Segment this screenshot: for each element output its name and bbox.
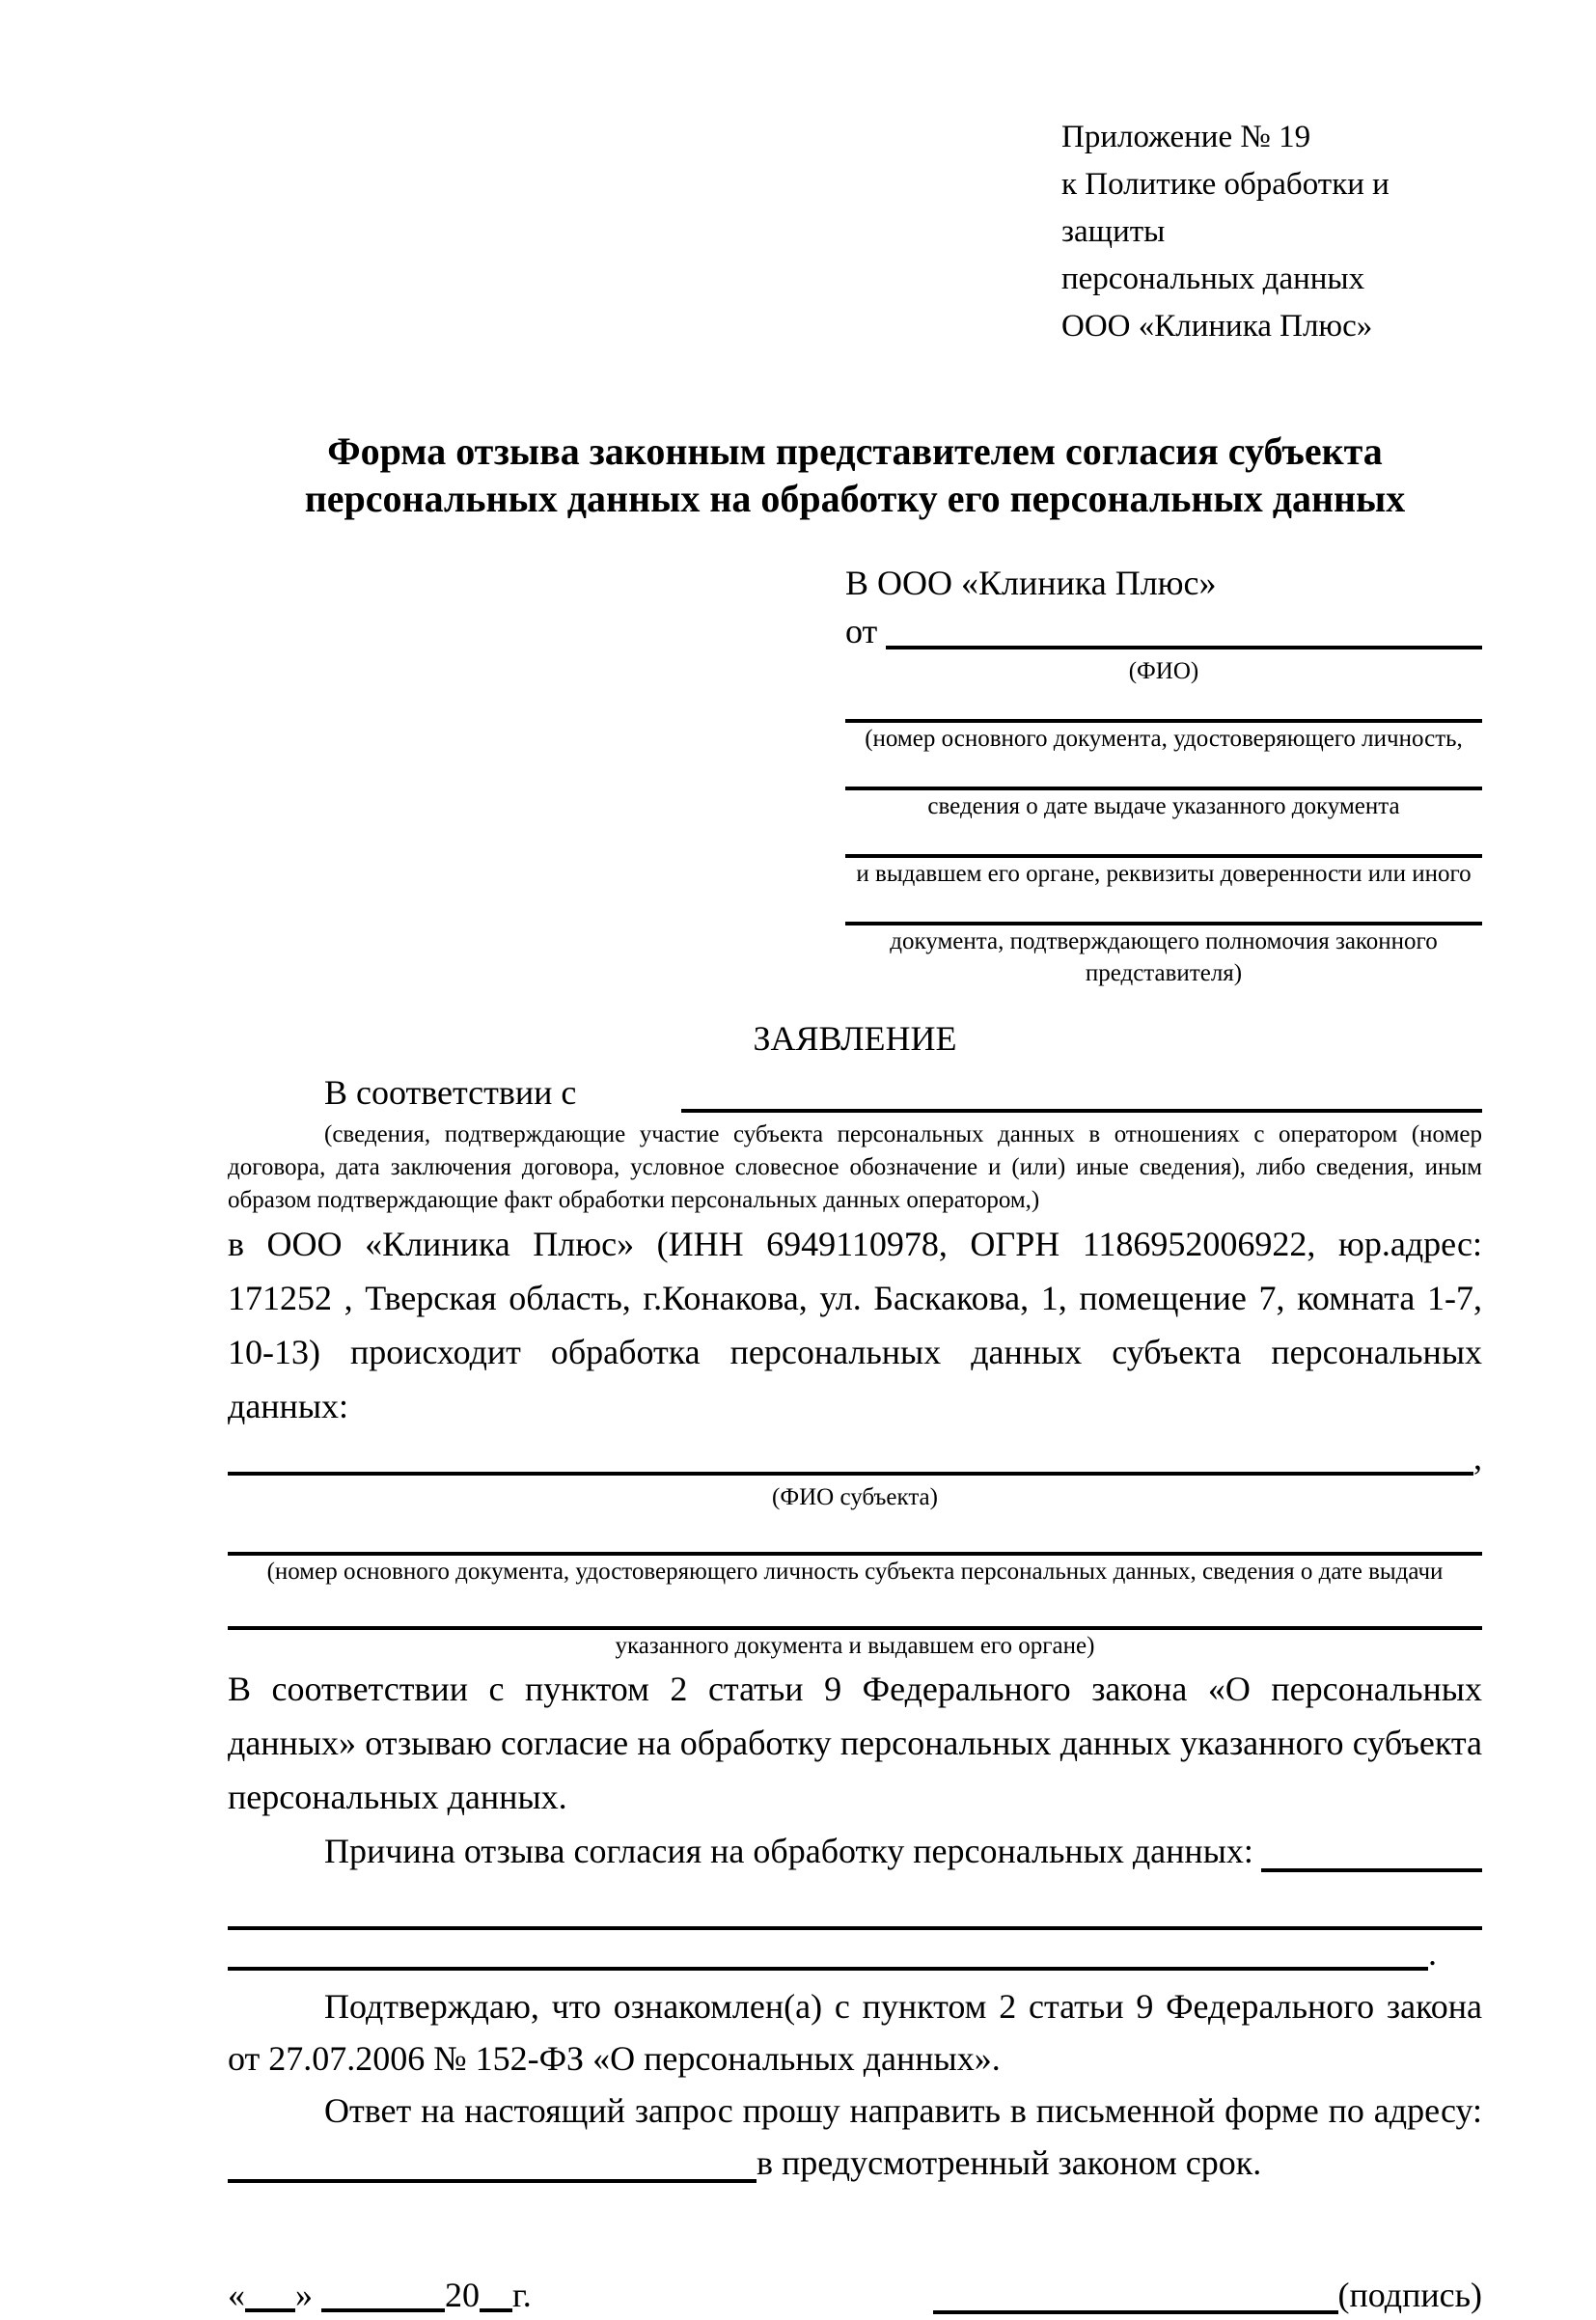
subject-doc-field-2[interactable]: [228, 1588, 1482, 1630]
addressee-block: [845, 559, 1482, 989]
reply-address-row: [228, 2137, 1482, 2189]
signature-field[interactable]: [933, 2270, 1338, 2314]
reply-tail: в предусмотренный законом срок.: [757, 2143, 1262, 2182]
subject-fio-row: [228, 1433, 1482, 1481]
appendix-line: Приложение № 19: [1061, 120, 1311, 154]
date-part: [228, 2270, 532, 2320]
signature-caption: (подпись): [1337, 2276, 1482, 2314]
basis-row: [228, 1066, 1482, 1119]
doc-number-field[interactable]: [845, 687, 1482, 723]
reply-address-field[interactable]: [228, 2137, 757, 2183]
appendix-line: ООО «Клиника Плюс»: [1061, 309, 1373, 344]
year-field[interactable]: [480, 2283, 512, 2312]
reason-row: [228, 1824, 1482, 1878]
from-label: от: [845, 612, 878, 650]
issue-date-caption: сведения о дате выдаче указанного документа: [927, 793, 1400, 819]
date-signature-row: [228, 2270, 1482, 2320]
basis-label: В соответствии с: [324, 1073, 577, 1112]
document-title: Форма отзыва законным представителем согласия субъекта персональных данных на обработку его персональных данных: [304, 429, 1406, 520]
reason-field-line2[interactable]: [228, 1886, 1482, 1930]
year-suffix: г.: [512, 2276, 532, 2314]
appendix-block: [1061, 114, 1482, 350]
signature-part: [933, 2270, 1482, 2320]
sentence-period: .: [1428, 1934, 1437, 1973]
subject-doc-field-1[interactable]: [228, 1513, 1482, 1556]
appendix-line: к Политике обработки и защиты: [1061, 167, 1390, 249]
issue-date-field[interactable]: [845, 755, 1482, 790]
day-field[interactable]: [245, 2283, 295, 2312]
close-quote: »: [295, 2276, 313, 2314]
reason-field-line3[interactable]: [228, 1930, 1428, 1971]
basis-field[interactable]: [681, 1066, 1482, 1113]
reason-field-line3-row: [228, 1930, 1482, 1976]
withdrawal-paragraph: В соответствии с пунктом 2 статьи 9 Федерального закона «О персональных данных» отзываю согласие на обработку персональных данных указанного субъекта персональных данных.: [228, 1670, 1482, 1816]
appendix-line: персональных данных: [1061, 262, 1365, 296]
fine-print: (сведения, подтверждающие участие субъекта персональных данных в отношениях с оператором (номер договора, дата заключения договора, условное словесное обозначение и (или) иные сведения), либо сведения, иным образом подтверждающие факт обработки персональных данных оператором,): [228, 1121, 1482, 1213]
confirmation-paragraph: Подтверждаю, что ознакомлен(а) с пунктом 2 статьи 9 Федерального закона от 27.07.2006 № 152-ФЗ «О персональных данных».: [228, 1987, 1482, 2078]
open-quote: «: [228, 2276, 245, 2314]
month-field[interactable]: [321, 2283, 445, 2312]
subject-fio-comma: ,: [1473, 1438, 1482, 1477]
addressee-org: В ООО «Клиника Плюс»: [845, 564, 1217, 602]
fio-caption: (ФИО): [1128, 658, 1199, 684]
doc-number-caption: (номер основного документа, удостоверяющего личность,: [865, 726, 1463, 752]
subject-fio-field[interactable]: [228, 1433, 1473, 1476]
authority-doc-field[interactable]: [845, 890, 1482, 925]
fio-field[interactable]: [886, 607, 1482, 649]
operator-paragraph: в ООО «Клиника Плюс» (ИНН 6949110978, ОГРН 1186952006922, юр.адрес: 171252 , Тверская область, г.Конакова, ул. Баскакова, 1, помещение 7, комната 1-7, 10-13) происходит обработка персональных данных субъекта персональных данных:: [228, 1225, 1482, 1425]
year-prefix: 20: [445, 2276, 480, 2314]
from-row: [845, 607, 1482, 655]
subject-doc-caption-2: указанного документа и выдавшем его органе): [615, 1633, 1095, 1659]
subject-fio-caption: (ФИО субъекта): [772, 1484, 938, 1510]
reply-paragraph: Ответ на настоящий запрос прошу направить в письменной форме по адресу:: [324, 2091, 1482, 2130]
subject-doc-caption-1: (номер основного документа, удостоверяющего личность субъекта персональных данных, сведения о дате выдачи: [266, 1559, 1444, 1585]
statement-heading: ЗАЯВЛЕНИЕ: [753, 1019, 957, 1058]
issuing-authority-field[interactable]: [845, 822, 1482, 858]
issuing-authority-caption: и выдавшем его органе, реквизиты доверенности или иного: [856, 861, 1472, 887]
reason-field[interactable]: [1261, 1824, 1482, 1872]
authority-doc-caption: документа, подтверждающего полномочия законного представителя): [890, 928, 1438, 986]
reason-label: Причина отзыва согласия на обработку персональных данных:: [324, 1832, 1253, 1870]
